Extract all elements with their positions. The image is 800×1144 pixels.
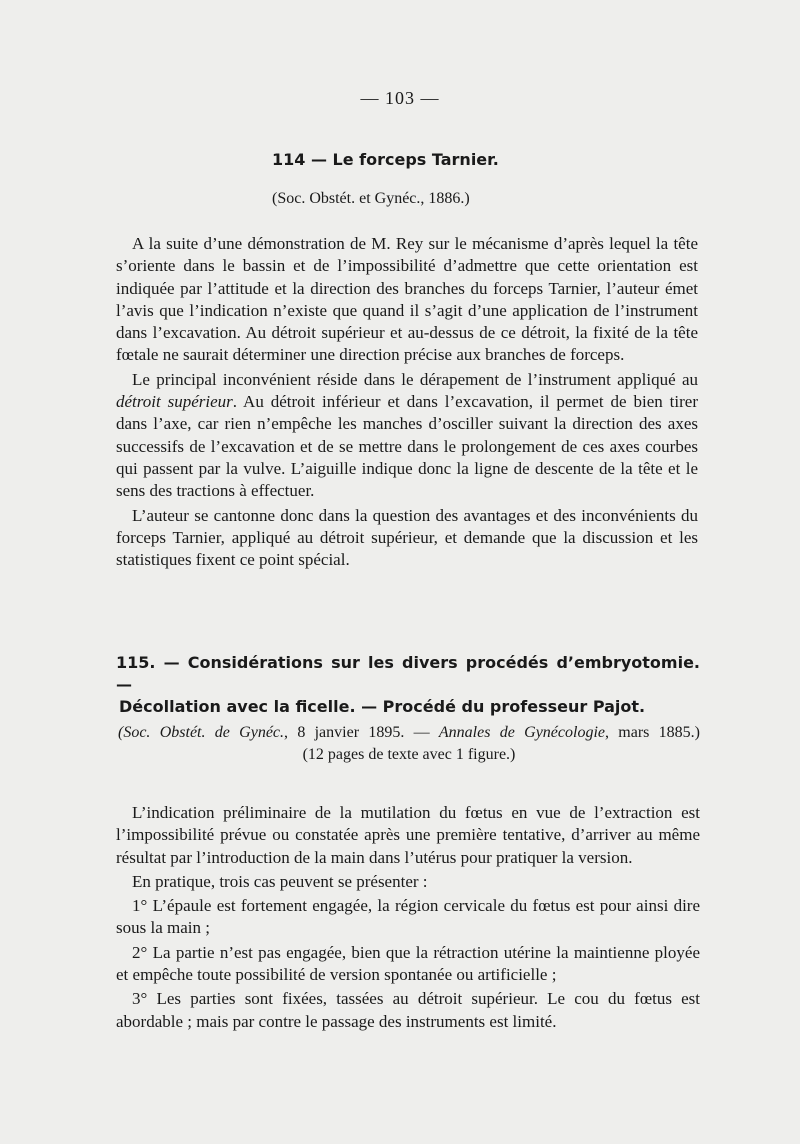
section-114-heading: 114 — Le forceps Tarnier.: [272, 150, 499, 169]
paragraph: A la suite d’une démonstration de M. Rey sur le mécanisme d’après lequel la tête s’oriente dans le bassin et de l’impossibilité d’admettre que cette orientation est indiquée par l’attitude et la direction des branches du forceps Tarnier, l’auteur émet l’avis que l’indication n’existe que quand il s’agit d’une application de l’instrument dans l’excavation. Au détroit supérieur et au-dessus de ce détroit, la fixité de la tête fœtale ne saurait déterminer une direction précise aux branches de forceps.: [116, 234, 698, 365]
paragraph: En pratique, trois cas peuvent se présenter :: [132, 871, 428, 891]
section-114-body: [116, 233, 698, 571]
paragraph: L’indication préliminaire de la mutilation du fœtus en vue de l’extraction est l’impossibilité prévue ou constatée après une première tentative, d’arriver au même résultat par l’introduction de la main dans l’utérus pour pratiquer la version.: [116, 803, 700, 867]
section-115-source: [118, 722, 700, 766]
paragraph: Le principal inconvénient réside dans le dérapement de l’instrument appliqué au détroit supérieur. Au détroit inférieur et dans l’excavation, il permet de bien tirer dans l’axe, car rien n’empêche les manches d’osciller suivant la direction des axes successifs de l’excavation et de se mettre dans le prolongement de ces axes courbes qui passent par la vulve. L’aiguille indique donc la ligne de descente de la tête et le sens des tractions à effectuer.: [116, 369, 698, 501]
paragraph: 3° Les parties sont fixées, tassées au détroit supérieur. Le cou du fœtus est abordable ; mais par contre le passage des instruments est limité.: [116, 989, 700, 1031]
italic-term: détroit supérieur: [116, 392, 233, 412]
paragraph: 1° L’épaule est fortement engagée, la région cervicale du fœtus est pour ainsi dire sous la main ;: [116, 896, 700, 938]
heading-line: 115. — Considérations sur les divers procédés d’embryotomie. —: [116, 653, 700, 694]
section-114-source: (Soc. Obstét. et Gynéc., 1886.): [272, 190, 470, 207]
paragraph: 2° La partie n’est pas engagée, bien que la rétraction utérine la maintienne ployée et empêche toute possibilité de version spontanée ou artificielle ;: [116, 942, 700, 985]
paragraph: L’auteur se cantonne donc dans la question des avantages et des inconvénients du forceps Tarnier, appliqué au détroit supérieur, et demande que la discussion et les statistiques fixent ce point spécial.: [116, 505, 698, 570]
page-number: — 103 —: [360, 88, 440, 108]
source-line: (Soc. Obstét. de Gynéc., 8 janvier 1895. — Annales de Gynécologie, mars 1885.): [118, 724, 700, 741]
section-115-heading: [116, 652, 700, 718]
source-line: (12 pages de texte avec 1 figure.): [302, 746, 516, 763]
section-115-body: [116, 802, 700, 1033]
heading-line: Décollation avec la ficelle. — Procédé du professeur Pajot.: [119, 697, 646, 716]
